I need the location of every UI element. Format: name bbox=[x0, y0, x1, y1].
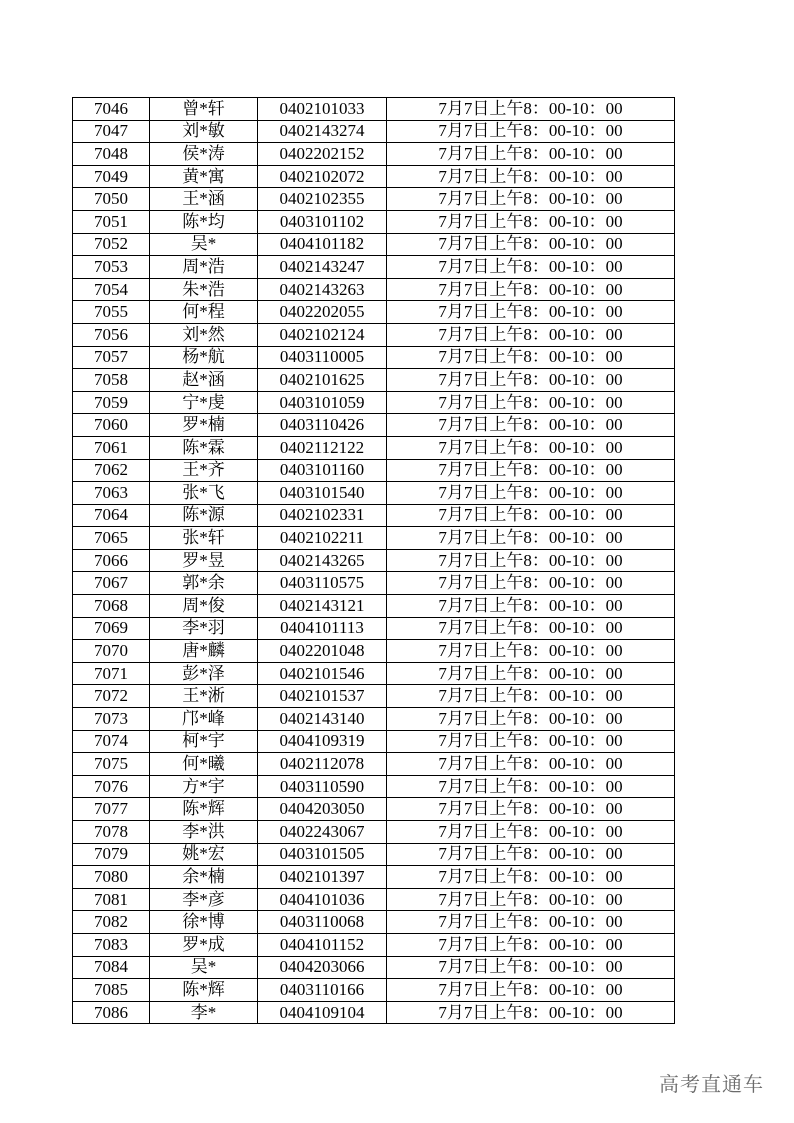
roster-body bbox=[73, 98, 675, 1024]
exam-number-cell: 0403101102 bbox=[258, 210, 387, 233]
exam-time-cell: 7月7日上午8：00-10：00 bbox=[387, 640, 675, 663]
student-name-cell: 陈*均 bbox=[150, 210, 258, 233]
exam-number-cell: 0402143274 bbox=[258, 120, 387, 143]
exam-number-cell: 0402143121 bbox=[258, 595, 387, 618]
exam-number-cell: 0402143247 bbox=[258, 256, 387, 279]
student-name-cell: 王*涵 bbox=[150, 188, 258, 211]
table-row bbox=[73, 866, 675, 889]
exam-number-cell: 0403110575 bbox=[258, 572, 387, 595]
table-row bbox=[73, 143, 675, 166]
exam-time-cell: 7月7日上午8：00-10：00 bbox=[387, 504, 675, 527]
table-row bbox=[73, 662, 675, 685]
student-name-cell: 张*轩 bbox=[150, 527, 258, 550]
table-row bbox=[73, 888, 675, 911]
exam-number-cell: 0402143263 bbox=[258, 278, 387, 301]
exam-time-cell: 7月7日上午8：00-10：00 bbox=[387, 843, 675, 866]
row-id-cell: 7055 bbox=[73, 301, 150, 324]
table-row bbox=[73, 979, 675, 1002]
table-row bbox=[73, 956, 675, 979]
exam-number-cell: 0402101033 bbox=[258, 98, 387, 121]
table-row bbox=[73, 595, 675, 618]
exam-time-cell: 7月7日上午8：00-10：00 bbox=[387, 956, 675, 979]
row-id-cell: 7063 bbox=[73, 482, 150, 505]
exam-number-cell: 0402202055 bbox=[258, 301, 387, 324]
student-name-cell: 吴* bbox=[150, 956, 258, 979]
table-row bbox=[73, 278, 675, 301]
exam-time-cell: 7月7日上午8：00-10：00 bbox=[387, 414, 675, 437]
row-id-cell: 7076 bbox=[73, 775, 150, 798]
table-row bbox=[73, 391, 675, 414]
exam-time-cell: 7月7日上午8：00-10：00 bbox=[387, 617, 675, 640]
row-id-cell: 7058 bbox=[73, 369, 150, 392]
student-name-cell: 刘*然 bbox=[150, 323, 258, 346]
table-row bbox=[73, 798, 675, 821]
exam-time-cell: 7月7日上午8：00-10：00 bbox=[387, 210, 675, 233]
table-row bbox=[73, 210, 675, 233]
student-name-cell: 陈*辉 bbox=[150, 798, 258, 821]
exam-number-cell: 0404101036 bbox=[258, 888, 387, 911]
student-name-cell: 柯*宇 bbox=[150, 730, 258, 753]
row-id-cell: 7075 bbox=[73, 753, 150, 776]
exam-time-cell: 7月7日上午8：00-10：00 bbox=[387, 346, 675, 369]
exam-time-cell: 7月7日上午8：00-10：00 bbox=[387, 708, 675, 731]
student-name-cell: 何*曦 bbox=[150, 753, 258, 776]
row-id-cell: 7082 bbox=[73, 911, 150, 934]
row-id-cell: 7065 bbox=[73, 527, 150, 550]
table-row bbox=[73, 256, 675, 279]
student-name-cell: 宁*虔 bbox=[150, 391, 258, 414]
row-id-cell: 7054 bbox=[73, 278, 150, 301]
row-id-cell: 7086 bbox=[73, 1001, 150, 1024]
exam-number-cell: 0404101182 bbox=[258, 233, 387, 256]
row-id-cell: 7080 bbox=[73, 866, 150, 889]
student-name-cell: 侯*涛 bbox=[150, 143, 258, 166]
student-name-cell: 朱*浩 bbox=[150, 278, 258, 301]
exam-time-cell: 7月7日上午8：00-10：00 bbox=[387, 595, 675, 618]
table-row bbox=[73, 821, 675, 844]
row-id-cell: 7070 bbox=[73, 640, 150, 663]
row-id-cell: 7061 bbox=[73, 436, 150, 459]
student-name-cell: 刘*敏 bbox=[150, 120, 258, 143]
exam-time-cell: 7月7日上午8：00-10：00 bbox=[387, 323, 675, 346]
student-name-cell: 王*齐 bbox=[150, 459, 258, 482]
row-id-cell: 7078 bbox=[73, 821, 150, 844]
table-row bbox=[73, 685, 675, 708]
table-row bbox=[73, 640, 675, 663]
exam-time-cell: 7月7日上午8：00-10：00 bbox=[387, 98, 675, 121]
exam-time-cell: 7月7日上午8：00-10：00 bbox=[387, 233, 675, 256]
student-name-cell: 李*彦 bbox=[150, 888, 258, 911]
table-row bbox=[73, 775, 675, 798]
exam-time-cell: 7月7日上午8：00-10：00 bbox=[387, 821, 675, 844]
exam-number-cell: 0402201048 bbox=[258, 640, 387, 663]
exam-time-cell: 7月7日上午8：00-10：00 bbox=[387, 527, 675, 550]
student-name-cell: 徐*博 bbox=[150, 911, 258, 934]
table-row bbox=[73, 369, 675, 392]
exam-time-cell: 7月7日上午8：00-10：00 bbox=[387, 730, 675, 753]
student-name-cell: 唐*麟 bbox=[150, 640, 258, 663]
exam-number-cell: 0403110426 bbox=[258, 414, 387, 437]
exam-number-cell: 0403110166 bbox=[258, 979, 387, 1002]
row-id-cell: 7081 bbox=[73, 888, 150, 911]
exam-time-cell: 7月7日上午8：00-10：00 bbox=[387, 278, 675, 301]
row-id-cell: 7057 bbox=[73, 346, 150, 369]
exam-time-cell: 7月7日上午8：00-10：00 bbox=[387, 888, 675, 911]
exam-number-cell: 0402101546 bbox=[258, 662, 387, 685]
exam-number-cell: 0402102124 bbox=[258, 323, 387, 346]
row-id-cell: 7051 bbox=[73, 210, 150, 233]
student-name-cell: 张*飞 bbox=[150, 482, 258, 505]
exam-time-cell: 7月7日上午8：00-10：00 bbox=[387, 775, 675, 798]
exam-time-cell: 7月7日上午8：00-10：00 bbox=[387, 459, 675, 482]
exam-time-cell: 7月7日上午8：00-10：00 bbox=[387, 549, 675, 572]
table-row bbox=[73, 301, 675, 324]
exam-time-cell: 7月7日上午8：00-10：00 bbox=[387, 143, 675, 166]
exam-number-cell: 0404109104 bbox=[258, 1001, 387, 1024]
exam-time-cell: 7月7日上午8：00-10：00 bbox=[387, 866, 675, 889]
exam-time-cell: 7月7日上午8：00-10：00 bbox=[387, 436, 675, 459]
student-name-cell: 方*宇 bbox=[150, 775, 258, 798]
row-id-cell: 7048 bbox=[73, 143, 150, 166]
table-row bbox=[73, 323, 675, 346]
table-row bbox=[73, 617, 675, 640]
student-name-cell: 黄*寓 bbox=[150, 165, 258, 188]
exam-number-cell: 0402143140 bbox=[258, 708, 387, 731]
row-id-cell: 7056 bbox=[73, 323, 150, 346]
table-row bbox=[73, 346, 675, 369]
row-id-cell: 7083 bbox=[73, 933, 150, 956]
student-name-cell: 吴* bbox=[150, 233, 258, 256]
table-row bbox=[73, 933, 675, 956]
table-row bbox=[73, 843, 675, 866]
row-id-cell: 7047 bbox=[73, 120, 150, 143]
table-row bbox=[73, 572, 675, 595]
row-id-cell: 7064 bbox=[73, 504, 150, 527]
exam-time-cell: 7月7日上午8：00-10：00 bbox=[387, 256, 675, 279]
student-name-cell: 李*洪 bbox=[150, 821, 258, 844]
student-name-cell: 余*楠 bbox=[150, 866, 258, 889]
exam-number-cell: 0402101625 bbox=[258, 369, 387, 392]
exam-number-cell: 0402243067 bbox=[258, 821, 387, 844]
exam-time-cell: 7月7日上午8：00-10：00 bbox=[387, 301, 675, 324]
table-row bbox=[73, 459, 675, 482]
exam-time-cell: 7月7日上午8：00-10：00 bbox=[387, 391, 675, 414]
row-id-cell: 7073 bbox=[73, 708, 150, 731]
table-row bbox=[73, 436, 675, 459]
table-row bbox=[73, 753, 675, 776]
exam-time-cell: 7月7日上午8：00-10：00 bbox=[387, 369, 675, 392]
exam-number-cell: 0402112122 bbox=[258, 436, 387, 459]
exam-time-cell: 7月7日上午8：00-10：00 bbox=[387, 482, 675, 505]
table-row bbox=[73, 708, 675, 731]
exam-time-cell: 7月7日上午8：00-10：00 bbox=[387, 572, 675, 595]
table-row bbox=[73, 549, 675, 572]
exam-time-cell: 7月7日上午8：00-10：00 bbox=[387, 1001, 675, 1024]
row-id-cell: 7059 bbox=[73, 391, 150, 414]
exam-number-cell: 0403101059 bbox=[258, 391, 387, 414]
exam-time-cell: 7月7日上午8：00-10：00 bbox=[387, 979, 675, 1002]
row-id-cell: 7067 bbox=[73, 572, 150, 595]
student-name-cell: 杨*航 bbox=[150, 346, 258, 369]
row-id-cell: 7077 bbox=[73, 798, 150, 821]
student-name-cell: 何*程 bbox=[150, 301, 258, 324]
student-name-cell: 李* bbox=[150, 1001, 258, 1024]
table-row bbox=[73, 911, 675, 934]
row-id-cell: 7069 bbox=[73, 617, 150, 640]
table-row bbox=[73, 1001, 675, 1024]
exam-number-cell: 0403101160 bbox=[258, 459, 387, 482]
student-name-cell: 周*俊 bbox=[150, 595, 258, 618]
exam-number-cell: 0403101505 bbox=[258, 843, 387, 866]
table-row bbox=[73, 188, 675, 211]
student-name-cell: 邝*峰 bbox=[150, 708, 258, 731]
student-name-cell: 陈*辉 bbox=[150, 979, 258, 1002]
exam-number-cell: 0403101540 bbox=[258, 482, 387, 505]
exam-number-cell: 0403110005 bbox=[258, 346, 387, 369]
exam-time-cell: 7月7日上午8：00-10：00 bbox=[387, 798, 675, 821]
table-row bbox=[73, 527, 675, 550]
exam-time-cell: 7月7日上午8：00-10：00 bbox=[387, 911, 675, 934]
exam-time-cell: 7月7日上午8：00-10：00 bbox=[387, 662, 675, 685]
row-id-cell: 7053 bbox=[73, 256, 150, 279]
row-id-cell: 7052 bbox=[73, 233, 150, 256]
student-name-cell: 彭*泽 bbox=[150, 662, 258, 685]
exam-number-cell: 0402102355 bbox=[258, 188, 387, 211]
exam-time-cell: 7月7日上午8：00-10：00 bbox=[387, 188, 675, 211]
table-row bbox=[73, 504, 675, 527]
row-id-cell: 7079 bbox=[73, 843, 150, 866]
row-id-cell: 7066 bbox=[73, 549, 150, 572]
student-name-cell: 罗*成 bbox=[150, 933, 258, 956]
student-name-cell: 罗*昱 bbox=[150, 549, 258, 572]
exam-number-cell: 0403110590 bbox=[258, 775, 387, 798]
exam-number-cell: 0402102331 bbox=[258, 504, 387, 527]
exam-number-cell: 0402102072 bbox=[258, 165, 387, 188]
student-name-cell: 姚*宏 bbox=[150, 843, 258, 866]
exam-number-cell: 0402101397 bbox=[258, 866, 387, 889]
student-name-cell: 李*羽 bbox=[150, 617, 258, 640]
exam-time-cell: 7月7日上午8：00-10：00 bbox=[387, 685, 675, 708]
exam-time-cell: 7月7日上午8：00-10：00 bbox=[387, 753, 675, 776]
table-row bbox=[73, 233, 675, 256]
watermark-text: 高考直通车 bbox=[659, 1072, 764, 1096]
table-row bbox=[73, 730, 675, 753]
row-id-cell: 7050 bbox=[73, 188, 150, 211]
exam-number-cell: 0404203066 bbox=[258, 956, 387, 979]
exam-number-cell: 0402202152 bbox=[258, 143, 387, 166]
exam-time-cell: 7月7日上午8：00-10：00 bbox=[387, 165, 675, 188]
exam-time-cell: 7月7日上午8：00-10：00 bbox=[387, 120, 675, 143]
student-name-cell: 周*浩 bbox=[150, 256, 258, 279]
exam-time-cell: 7月7日上午8：00-10：00 bbox=[387, 933, 675, 956]
row-id-cell: 7074 bbox=[73, 730, 150, 753]
exam-number-cell: 0404109319 bbox=[258, 730, 387, 753]
student-name-cell: 王*淅 bbox=[150, 685, 258, 708]
exam-number-cell: 0402112078 bbox=[258, 753, 387, 776]
exam-number-cell: 0403110068 bbox=[258, 911, 387, 934]
table-row bbox=[73, 98, 675, 121]
exam-number-cell: 0404101113 bbox=[258, 617, 387, 640]
student-name-cell: 郭*余 bbox=[150, 572, 258, 595]
row-id-cell: 7084 bbox=[73, 956, 150, 979]
table-row bbox=[73, 165, 675, 188]
exam-number-cell: 0402143265 bbox=[258, 549, 387, 572]
row-id-cell: 7072 bbox=[73, 685, 150, 708]
student-name-cell: 罗*楠 bbox=[150, 414, 258, 437]
student-name-cell: 赵*涵 bbox=[150, 369, 258, 392]
row-id-cell: 7060 bbox=[73, 414, 150, 437]
row-id-cell: 7062 bbox=[73, 459, 150, 482]
student-name-cell: 陈*霖 bbox=[150, 436, 258, 459]
table-row bbox=[73, 120, 675, 143]
exam-number-cell: 0404101152 bbox=[258, 933, 387, 956]
exam-number-cell: 0402101537 bbox=[258, 685, 387, 708]
row-id-cell: 7068 bbox=[73, 595, 150, 618]
row-id-cell: 7046 bbox=[73, 98, 150, 121]
exam-number-cell: 0404203050 bbox=[258, 798, 387, 821]
row-id-cell: 7071 bbox=[73, 662, 150, 685]
exam-number-cell: 0402102211 bbox=[258, 527, 387, 550]
table-row bbox=[73, 482, 675, 505]
row-id-cell: 7085 bbox=[73, 979, 150, 1002]
roster-table bbox=[72, 97, 675, 1024]
student-name-cell: 陈*源 bbox=[150, 504, 258, 527]
row-id-cell: 7049 bbox=[73, 165, 150, 188]
table-row bbox=[73, 414, 675, 437]
student-name-cell: 曾*轩 bbox=[150, 98, 258, 121]
